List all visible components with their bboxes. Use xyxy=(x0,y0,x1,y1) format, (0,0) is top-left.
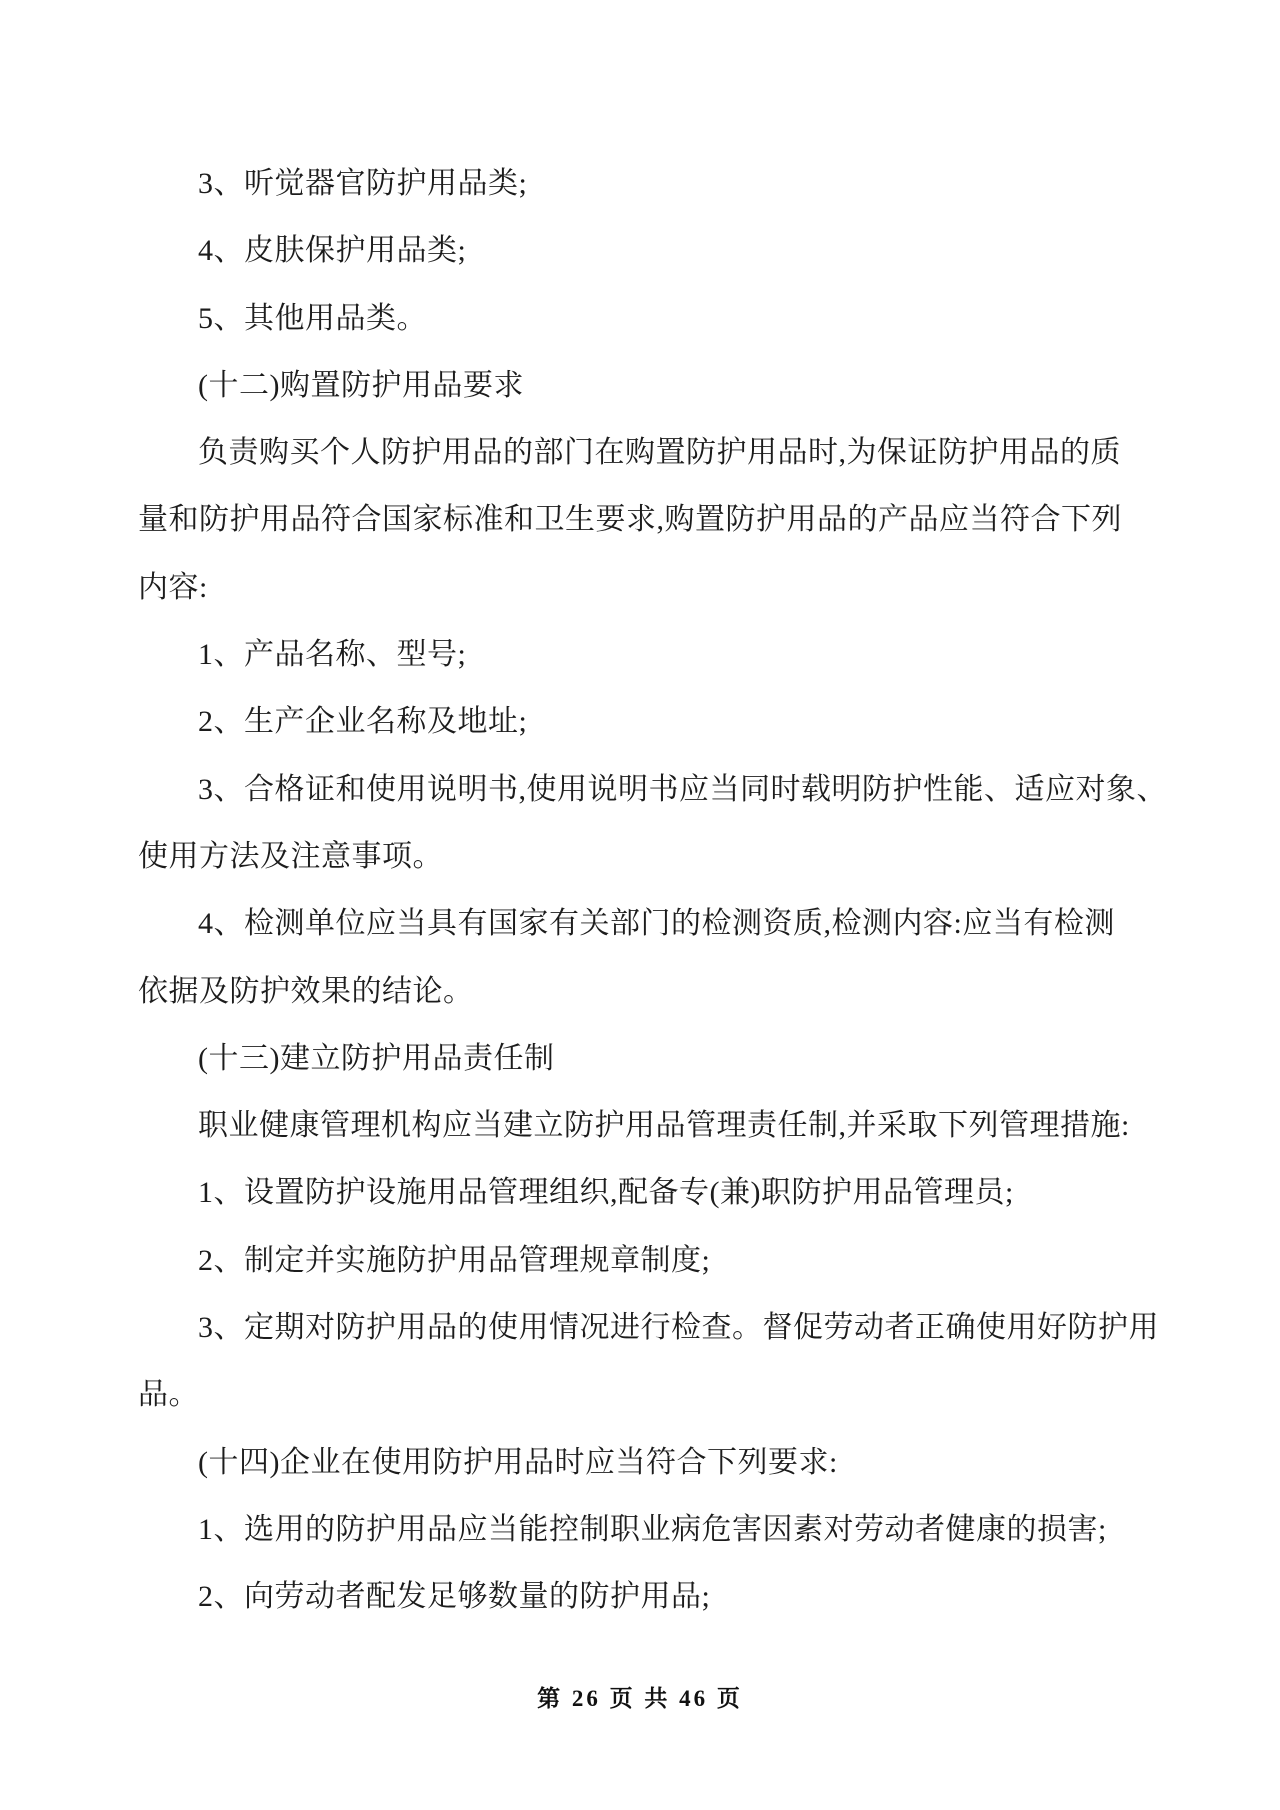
section-heading: (十三)建立防护用品责任制 xyxy=(198,1041,555,1075)
page-footer: 第 26 页 共 46 页 xyxy=(537,1686,743,1711)
text-line: 内容: xyxy=(138,570,208,604)
text-line: 使用方法及注意事项。 xyxy=(138,839,443,873)
text-line: 4、检测单位应当具有国家有关部门的检测资质,检测内容:应当有检测 xyxy=(198,907,1115,941)
text-line: 4、皮肤保护用品类; xyxy=(198,234,467,268)
text-line: 3、合格证和使用说明书,使用说明书应当同时载明防护性能、适应对象、 xyxy=(198,772,1167,806)
section-heading: (十四)企业在使用防护用品时应当符合下列要求: xyxy=(198,1445,838,1479)
text-line: 负责购买个人防护用品的部门在购置防护用品时,为保证防护用品的质 xyxy=(198,436,1121,470)
text-line: 2、向劳动者配发足够数量的防护用品; xyxy=(198,1580,711,1614)
text-line: 1、产品名称、型号; xyxy=(198,638,467,672)
text-line: 3、定期对防护用品的使用情况进行检查。督促劳动者正确使用好防护用 xyxy=(198,1311,1159,1345)
text-line: 1、设置防护设施用品管理组织,配备专(兼)职防护用品管理员; xyxy=(198,1176,1014,1210)
text-line: 量和防护用品符合国家标准和卫生要求,购置防护用品的产品应当符合下列 xyxy=(138,503,1122,537)
text-line: 职业健康管理机构应当建立防护用品管理责任制,并采取下列管理措施: xyxy=(198,1109,1130,1143)
text-line: 3、听觉器官防护用品类; xyxy=(198,167,528,200)
text-line: 依据及防护效果的结论。 xyxy=(138,974,474,1008)
text-line: 品。 xyxy=(138,1378,199,1412)
text-line: 5、其他用品类。 xyxy=(198,301,427,335)
section-heading: (十二)购置防护用品要求 xyxy=(198,368,524,402)
text-line: 2、制定并实施防护用品管理规章制度; xyxy=(198,1243,711,1277)
text-line: 2、生产企业名称及地址; xyxy=(198,705,528,739)
text-line: 1、选用的防护用品应当能控制职业病危害因素对劳动者健康的损害; xyxy=(198,1512,1107,1546)
